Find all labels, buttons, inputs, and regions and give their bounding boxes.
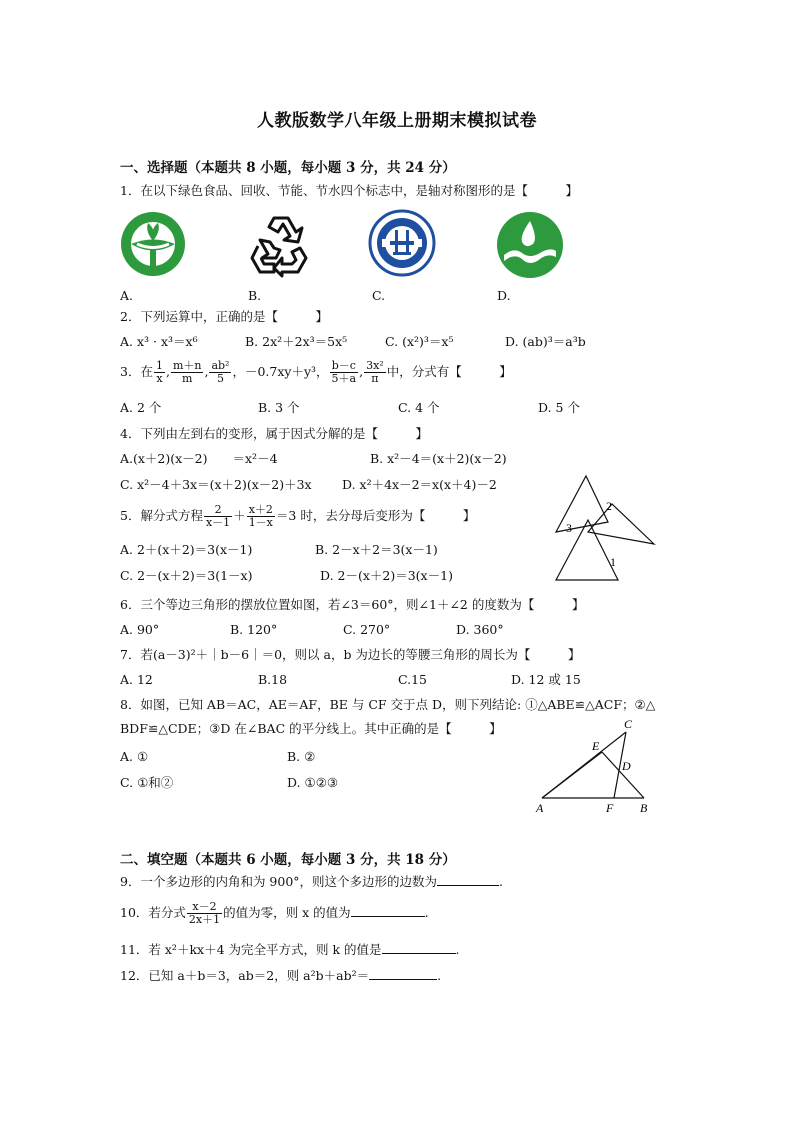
q1-option-d[interactable]: D.	[497, 288, 511, 303]
q7-option-c[interactable]: C.15	[398, 672, 427, 687]
q10-fraction: $\frac{x-2}{2x+1}$	[188, 900, 221, 926]
q4-option-d[interactable]: D. x²＋4x－2＝x(x＋4)－2	[342, 477, 497, 492]
section-2-heading: 二、填空题（本题共 6 小题，每小题 3 分，共 18 分）	[120, 852, 456, 868]
q5-option-d[interactable]: D. 2－(x＋2)＝3(x－1)	[320, 568, 453, 583]
q3-fraction-2: $\frac{m+n}{m}$	[172, 359, 202, 385]
q3-fraction-4: $\frac{b-c}{5+a}$	[331, 359, 357, 385]
q10-answer-blank[interactable]	[351, 904, 425, 917]
q9-stem: 9．一个多边形的内角和为 900°，则这个多边形的边数为 .	[120, 874, 504, 889]
q5-option-c[interactable]: C. 2－(x＋2)＝3(1－x)	[120, 568, 253, 583]
point-label-f: F	[606, 801, 614, 815]
q7-option-d[interactable]: D. 12 或 15	[511, 672, 581, 687]
q3-option-b[interactable]: B. 3 个	[258, 400, 300, 415]
q3-option-c[interactable]: C. 4 个	[398, 400, 440, 415]
angle-label-3: 3	[566, 521, 572, 535]
point-label-c: C	[624, 717, 633, 731]
q10-stem: 10．若分式 $\frac{x-2}{2x+1}$ 的值为零，则 x 的值为 .	[120, 900, 429, 926]
q3-option-d[interactable]: D. 5 个	[538, 400, 580, 415]
q4-option-c[interactable]: C. x²－4＋3x＝(x＋2)(x－2)＋3x	[120, 477, 312, 492]
section-1-heading: 一、选择题（本题共 8 小题，每小题 3 分，共 24 分）	[120, 160, 456, 176]
q7-option-b[interactable]: B.18	[258, 672, 288, 687]
water-saving-logo-icon	[496, 211, 564, 279]
green-food-logo-icon	[120, 211, 186, 277]
point-label-a: A	[536, 801, 544, 815]
q12-stem: 12．已知 a＋b＝3，ab＝2，则 a²b＋ab²＝ .	[120, 968, 442, 983]
q3-option-a[interactable]: A. 2 个	[120, 400, 162, 415]
point-label-b: B	[640, 801, 648, 815]
equilateral-triangles-figure	[548, 470, 660, 585]
q5-option-b[interactable]: B. 2－x＋2＝3(x－1)	[315, 542, 438, 557]
q8-stem-line-1: 8．如图，已知 AB＝AC，AE＝AF，BE 与 CF 交于点 D，则下列结论: ①△ABE≌△ACF；②△	[120, 697, 656, 712]
angle-label-2: 2	[606, 499, 612, 513]
q6-stem: 6．三个等边三角形的摆放位置如图，若∠3＝60°，则∠1＋∠2 的度数为【 】	[120, 597, 585, 612]
q2-option-c[interactable]: C. (x²)³＝x⁵	[385, 334, 454, 349]
q3-stem: 3．在 $\frac{1}{x}$ , $\frac{m+n}{m}$ , $\frac{\text{ab²}}{5}$ ，－0.7xy＋y³， $\frac{b-c}{5+a}$ , $\frac{\text{3x²}}{\pi}$ 中，分式有【 】	[120, 359, 512, 385]
q1-option-c[interactable]: C.	[372, 288, 386, 303]
q6-option-b[interactable]: B. 120°	[230, 622, 278, 637]
q8-option-b[interactable]: B. ②	[287, 749, 316, 764]
q3-fraction-1: $\frac{1}{x}$	[155, 359, 163, 385]
q6-option-a[interactable]: A. 90°	[120, 622, 160, 637]
q8-option-d[interactable]: D. ①②③	[287, 775, 339, 790]
q8-option-c[interactable]: C. ①和②	[120, 775, 174, 790]
q8-option-a[interactable]: A. ①	[120, 749, 149, 764]
q9-answer-blank[interactable]	[437, 873, 499, 886]
q2-option-d[interactable]: D. (ab)³＝a³b	[505, 334, 586, 349]
q1-stem: 1．在以下绿色食品、回收、节能、节水四个标志中，是轴对称图形的是【 】	[120, 183, 578, 198]
point-label-e: E	[592, 739, 600, 753]
triangle-abc-figure	[530, 712, 654, 816]
q11-answer-blank[interactable]	[382, 941, 456, 954]
q3-fraction-3: $\frac{\text{ab²}}{5}$	[211, 359, 230, 385]
q1-option-b[interactable]: B.	[248, 288, 262, 303]
q4-option-b[interactable]: B. x²－4＝(x＋2)(x－2)	[370, 451, 507, 466]
q4-option-a[interactable]: A.(x＋2)(x－2) ＝x²－4	[120, 451, 278, 466]
q1-option-a[interactable]: A.	[120, 288, 134, 303]
q2-stem: 2．下列运算中，正确的是【 】	[120, 309, 328, 324]
q2-option-b[interactable]: B. 2x²＋2x³＝5x⁵	[245, 334, 348, 349]
page-title: 人教版数学八年级上册期末模拟试卷	[257, 111, 537, 131]
q6-option-d[interactable]: D. 360°	[456, 622, 504, 637]
q11-stem: 11．若 x²＋kx＋4 为完全平方式，则 k 的值是 .	[120, 942, 460, 957]
q4-stem: 4．下列由左到右的变形，属于因式分解的是【 】	[120, 426, 428, 441]
q5-option-a[interactable]: A. 2＋(x＋2)＝3(x－1)	[120, 542, 253, 557]
q5-stem: 5．解分式方程 $\frac{2}{x-1}$ ＋ $\frac{x+2}{1-x}$ ＝3 时，去分母后变形为【 】	[120, 503, 476, 529]
q8-stem-line-2: BDF≌△CDE；③D 在∠BAC 的平分线上。其中正确的是【 】	[120, 721, 502, 736]
angle-label-1: 1	[610, 555, 616, 569]
q7-option-a[interactable]: A. 12	[120, 672, 153, 687]
energy-saving-logo-icon	[368, 208, 436, 278]
q12-answer-blank[interactable]	[369, 967, 437, 980]
q6-option-c[interactable]: C. 270°	[343, 622, 391, 637]
q5-fraction-2: $\frac{x+2}{1-x}$	[248, 503, 273, 529]
q7-stem: 7．若(a－3)²＋｜b－6｜＝0，则以 a，b 为边长的等腰三角形的周长为【 】	[120, 647, 581, 662]
q2-option-a[interactable]: A. x³ · x³＝x⁶	[120, 334, 198, 349]
point-label-d: D	[622, 759, 631, 773]
recycle-logo-icon	[248, 212, 314, 278]
q3-fraction-5: $\frac{\text{3x²}}{\pi}$	[366, 359, 384, 385]
q5-fraction-1: $\frac{2}{x-1}$	[205, 503, 231, 529]
